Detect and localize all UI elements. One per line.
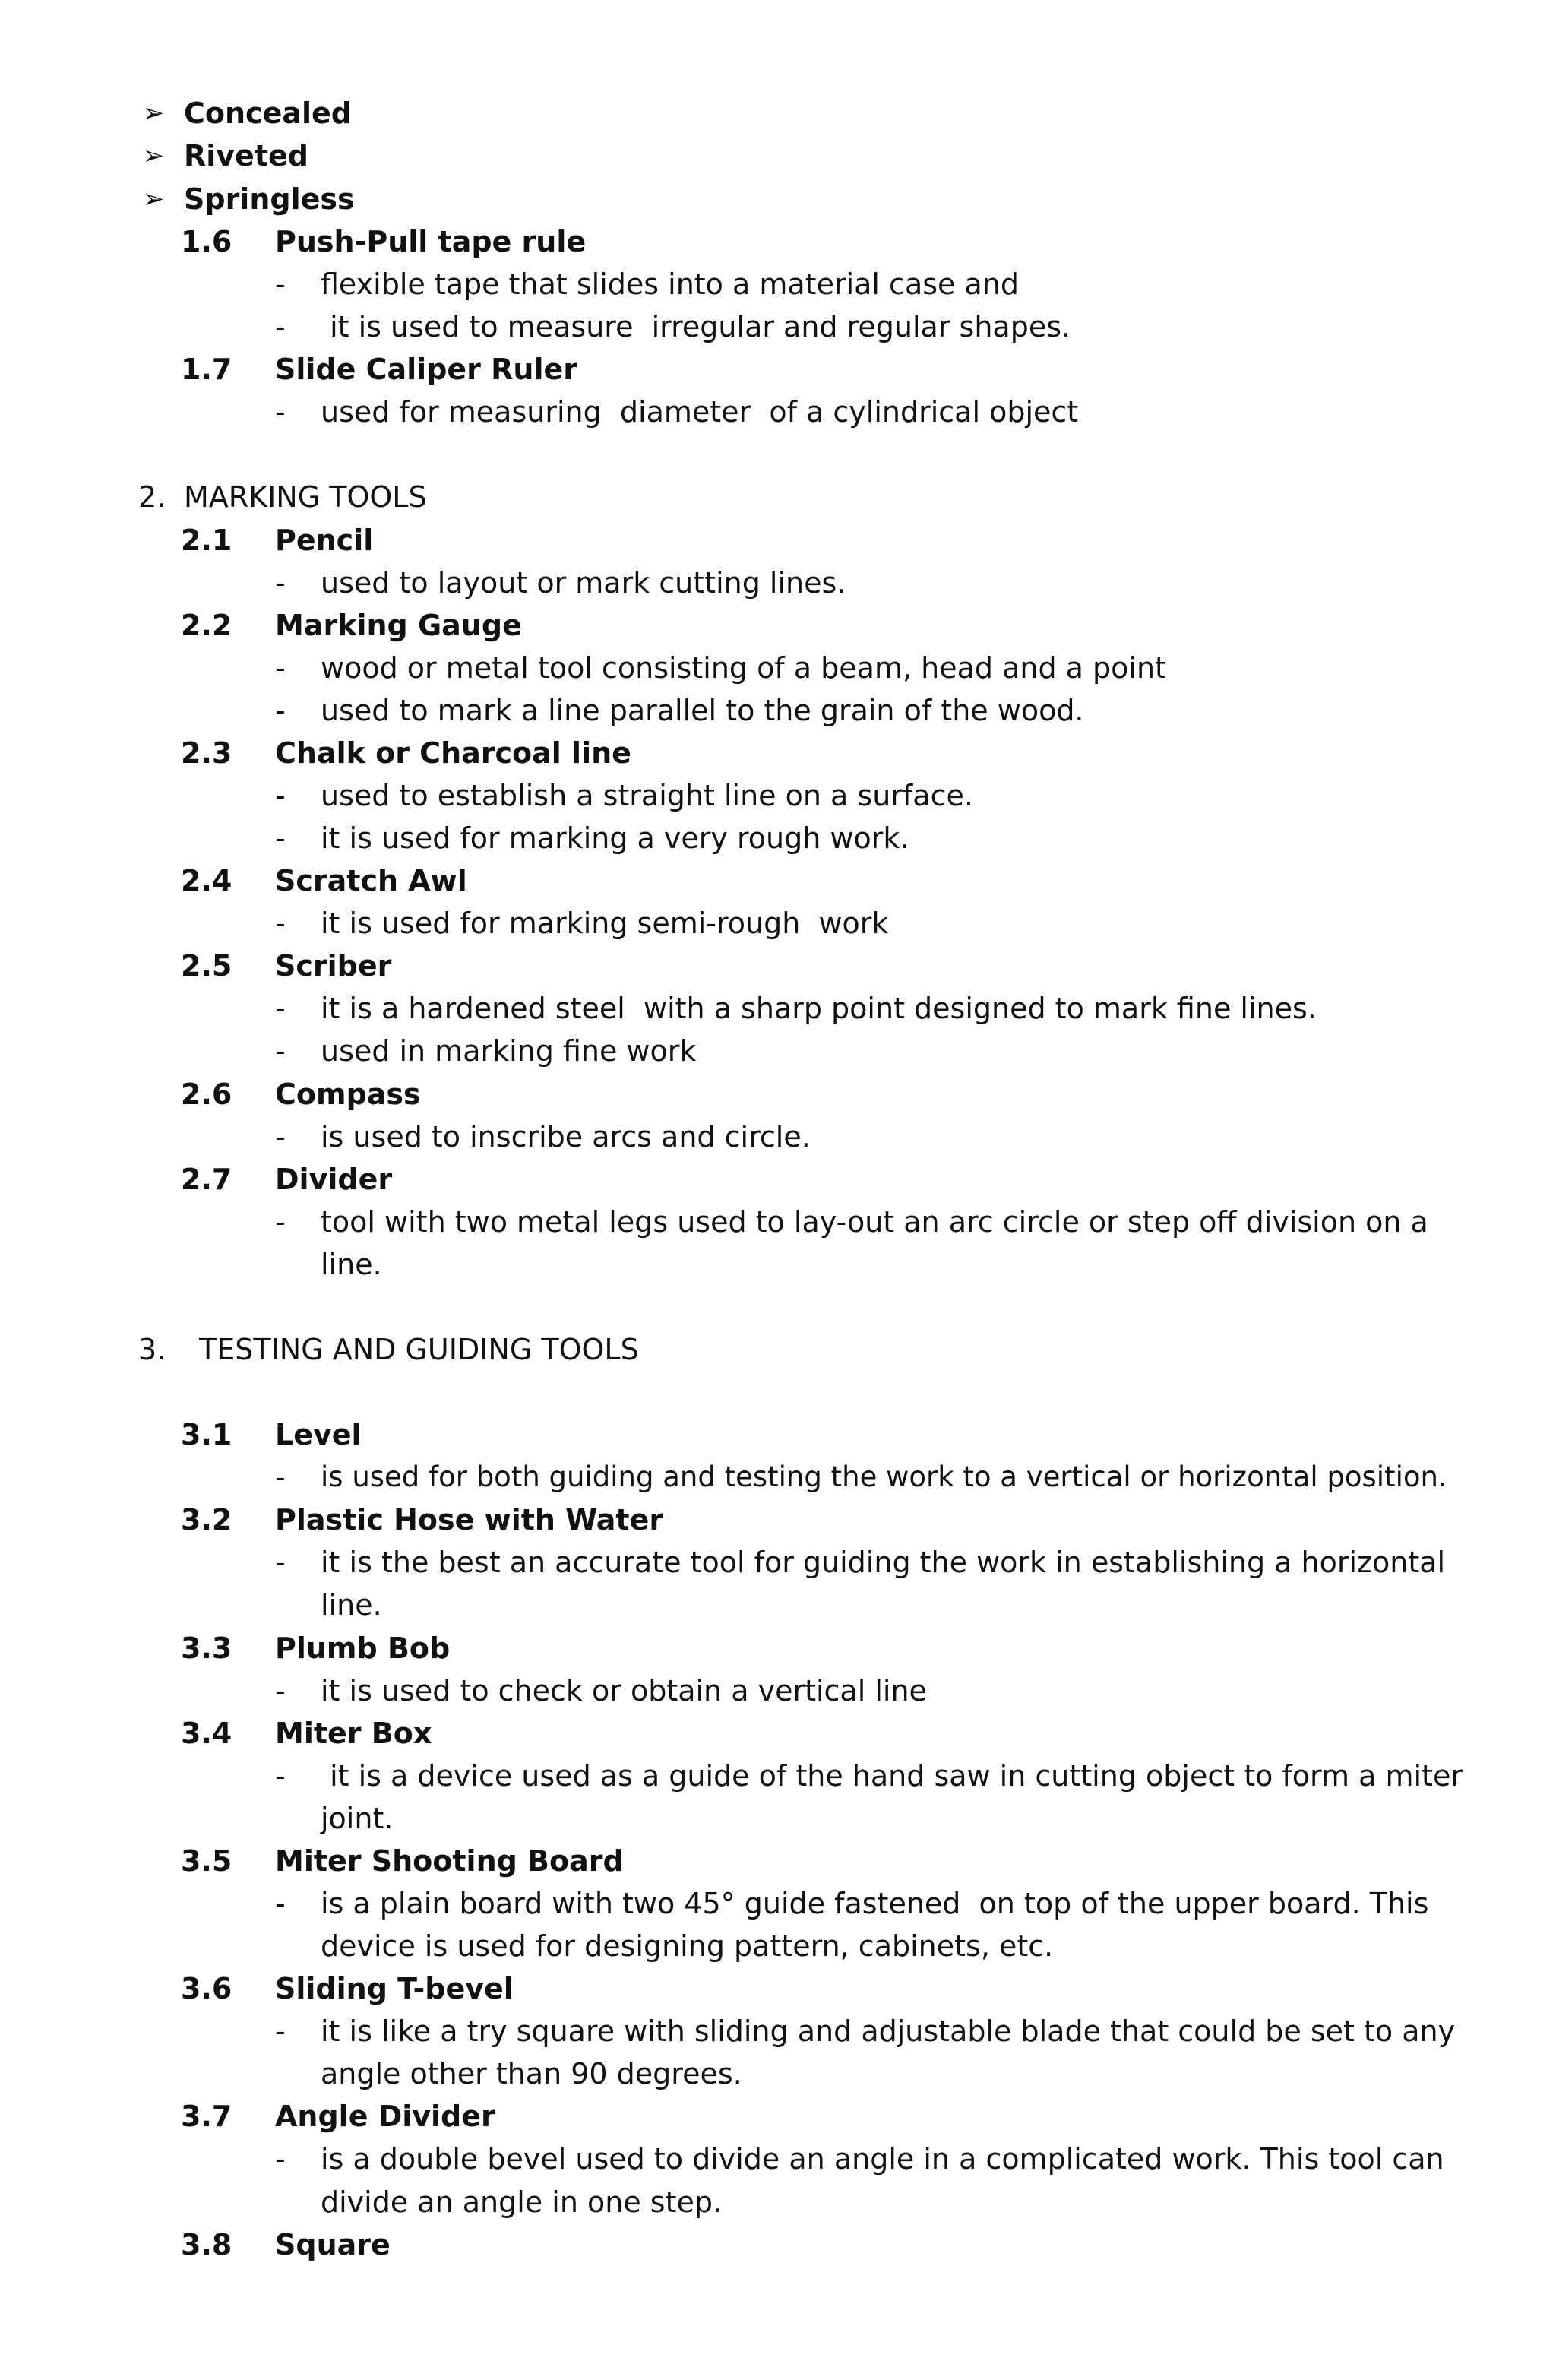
dash-marker: - xyxy=(275,821,286,855)
dash-marker: - xyxy=(275,1674,286,1707)
item-title: Marking Gauge xyxy=(275,609,522,642)
item-heading xyxy=(0,732,1556,774)
item-title: Sliding T-bevel xyxy=(275,1972,514,2005)
dash-marker: - xyxy=(275,1205,286,1239)
item-number: 2.3 xyxy=(181,736,232,770)
item-number: 2.4 xyxy=(181,864,232,897)
section-heading xyxy=(0,476,1556,518)
item-description xyxy=(0,817,1556,859)
item-description xyxy=(0,391,1556,433)
item-title: Scratch Awl xyxy=(275,864,467,897)
description-text: tool with two metal legs used to lay-out an arc circle or step off division on a xyxy=(321,1205,1428,1239)
item-description xyxy=(0,1030,1556,1072)
description-text: is used to inscribe arcs and circle. xyxy=(321,1120,811,1154)
item-description xyxy=(0,263,1556,305)
dash-marker: - xyxy=(275,2142,286,2176)
item-number: 1.7 xyxy=(181,353,232,386)
item-title: Slide Caliper Ruler xyxy=(275,353,577,386)
dash-marker: - xyxy=(275,1887,286,1920)
item-description xyxy=(0,689,1556,732)
item-number: 1.6 xyxy=(181,225,232,258)
item-title: Plumb Bob xyxy=(275,1632,451,1665)
section-title: MARKING TOOLS xyxy=(184,480,427,514)
dash-marker: - xyxy=(275,1759,286,1793)
description-text: is a plain board with two 45° guide fastened on top of the upper board. This xyxy=(321,1887,1429,1920)
item-description xyxy=(0,774,1556,817)
item-description-continued xyxy=(0,1584,1556,1626)
item-description xyxy=(0,305,1556,348)
bullet-text: Concealed xyxy=(184,97,352,130)
item-number: 2.2 xyxy=(181,609,232,642)
item-heading xyxy=(0,220,1556,263)
dash-marker: - xyxy=(275,310,286,343)
item-title: Pencil xyxy=(275,524,374,557)
item-number: 3.4 xyxy=(181,1717,232,1750)
section-heading xyxy=(0,1328,1556,1371)
item-description xyxy=(0,562,1556,604)
description-text: it is the best an accurate tool for guiding the work in establishing a horizontal xyxy=(321,1546,1446,1579)
description-text: divide an angle in one step. xyxy=(321,2185,723,2219)
item-description xyxy=(0,1882,1556,1925)
item-title: Compass xyxy=(275,1078,421,1111)
item-heading xyxy=(0,1712,1556,1755)
arrowhead-bullet-icon: ➢ xyxy=(142,184,165,214)
item-description xyxy=(0,902,1556,945)
arrowhead-bullet-icon: ➢ xyxy=(142,98,165,128)
item-heading xyxy=(0,1499,1556,1541)
description-text: used to layout or mark cutting lines. xyxy=(321,566,846,600)
item-number: 3.5 xyxy=(181,1844,232,1878)
description-text: is used for both guiding and testing the work to a vertical or horizontal position. xyxy=(321,1461,1447,1493)
item-heading xyxy=(0,348,1556,391)
description-text: flexible tape that slides into a material case and xyxy=(321,267,1019,301)
item-description xyxy=(0,1669,1556,1712)
description-text: device is used for designing pattern, cabinets, etc. xyxy=(321,1929,1054,1963)
description-text: wood or metal tool consisting of a beam, head and a point xyxy=(321,651,1166,685)
dash-marker: - xyxy=(275,1120,286,1154)
dash-marker: - xyxy=(275,267,286,301)
item-number: 3.7 xyxy=(181,2100,232,2133)
item-number: 2.7 xyxy=(181,1163,232,1196)
item-description xyxy=(0,1116,1556,1158)
description-text: it is a device used as a guide of the hand saw in cutting object to form a miter xyxy=(321,1759,1463,1793)
dash-marker: - xyxy=(275,651,286,685)
description-text: it is used for marking semi-rough work xyxy=(321,907,889,940)
item-heading xyxy=(0,1627,1556,1669)
item-heading xyxy=(0,2223,1556,2266)
item-title: Angle Divider xyxy=(275,2100,495,2133)
item-number: 2.1 xyxy=(181,524,232,557)
bullet-item xyxy=(0,178,1556,220)
item-number: 2.5 xyxy=(181,949,232,983)
item-heading xyxy=(0,519,1556,562)
description-text: it is a hardened steel with a sharp point designed to mark fine lines. xyxy=(321,992,1317,1025)
section-number: 3. xyxy=(138,1333,166,1366)
item-description xyxy=(0,2138,1556,2180)
item-heading xyxy=(0,1967,1556,2010)
item-number: 2.6 xyxy=(181,1078,232,1111)
item-description xyxy=(0,647,1556,689)
item-heading xyxy=(0,604,1556,647)
item-heading xyxy=(0,1073,1556,1116)
section-number: 2. xyxy=(138,480,166,514)
description-text: is a double bevel used to divide an angle in a complicated work. This tool can xyxy=(321,2142,1444,2176)
item-title: Plastic Hose with Water xyxy=(275,1503,664,1537)
description-text: line. xyxy=(321,1588,382,1622)
item-title: Level xyxy=(275,1418,362,1451)
dash-marker: - xyxy=(275,395,286,429)
item-title: Miter Box xyxy=(275,1717,432,1750)
description-text: used to mark a line parallel to the grain of the wood. xyxy=(321,694,1084,727)
item-description xyxy=(0,1456,1556,1499)
bullet-text: Springless xyxy=(184,182,355,216)
item-number: 3.8 xyxy=(181,2228,232,2261)
description-text: angle other than 90 degrees. xyxy=(321,2057,742,2090)
item-description-continued xyxy=(0,1797,1556,1840)
dash-marker: - xyxy=(275,907,286,940)
item-description xyxy=(0,1541,1556,1584)
dash-marker: - xyxy=(275,566,286,600)
item-description xyxy=(0,1755,1556,1797)
item-description xyxy=(0,2010,1556,2052)
item-number: 3.2 xyxy=(181,1503,232,1537)
description-text: used to establish a straight line on a surface. xyxy=(321,779,973,812)
dash-marker: - xyxy=(275,1546,286,1579)
dash-marker: - xyxy=(275,779,286,812)
item-description-continued xyxy=(0,2181,1556,2223)
bullet-text: Riveted xyxy=(184,139,308,172)
item-title: Push-Pull tape rule xyxy=(275,225,587,258)
description-text: line. xyxy=(321,1248,382,1281)
section-title: TESTING AND GUIDING TOOLS xyxy=(199,1333,639,1366)
dash-marker: - xyxy=(275,1034,286,1068)
item-heading xyxy=(0,1158,1556,1201)
item-number: 3.1 xyxy=(181,1418,232,1451)
item-heading xyxy=(0,1413,1556,1456)
item-description-continued xyxy=(0,1925,1556,1967)
dash-marker: - xyxy=(275,992,286,1025)
item-number: 3.3 xyxy=(181,1632,232,1665)
description-text: it is used to measure irregular and regular shapes. xyxy=(321,310,1071,343)
item-description xyxy=(0,1201,1556,1243)
description-text: used in marking fine work xyxy=(321,1034,697,1068)
item-description-continued xyxy=(0,1243,1556,1286)
item-description-continued xyxy=(0,2052,1556,2095)
item-title: Chalk or Charcoal line xyxy=(275,736,631,770)
item-heading xyxy=(0,1840,1556,1882)
description-text: joint. xyxy=(321,1802,394,1835)
item-number: 3.6 xyxy=(181,1972,232,2005)
dash-marker: - xyxy=(275,2014,286,2048)
item-heading xyxy=(0,2095,1556,2138)
dash-marker: - xyxy=(275,694,286,727)
arrowhead-bullet-icon: ➢ xyxy=(142,141,165,171)
description-text: it is used for marking a very rough work. xyxy=(321,821,909,855)
dash-marker: - xyxy=(275,1461,286,1494)
description-text: it is used to check or obtain a vertical line xyxy=(321,1674,927,1707)
item-heading xyxy=(0,945,1556,987)
item-title: Scriber xyxy=(275,949,392,983)
item-title: Square xyxy=(275,2228,391,2261)
item-title: Divider xyxy=(275,1163,393,1196)
bullet-item xyxy=(0,92,1556,135)
description-text: used for measuring diameter of a cylindrical object xyxy=(321,395,1079,429)
item-description xyxy=(0,987,1556,1030)
item-heading xyxy=(0,859,1556,902)
description-text: it is like a try square with sliding and adjustable blade that could be set to any xyxy=(321,2014,1456,2048)
bullet-item xyxy=(0,135,1556,177)
item-title: Miter Shooting Board xyxy=(275,1844,624,1878)
